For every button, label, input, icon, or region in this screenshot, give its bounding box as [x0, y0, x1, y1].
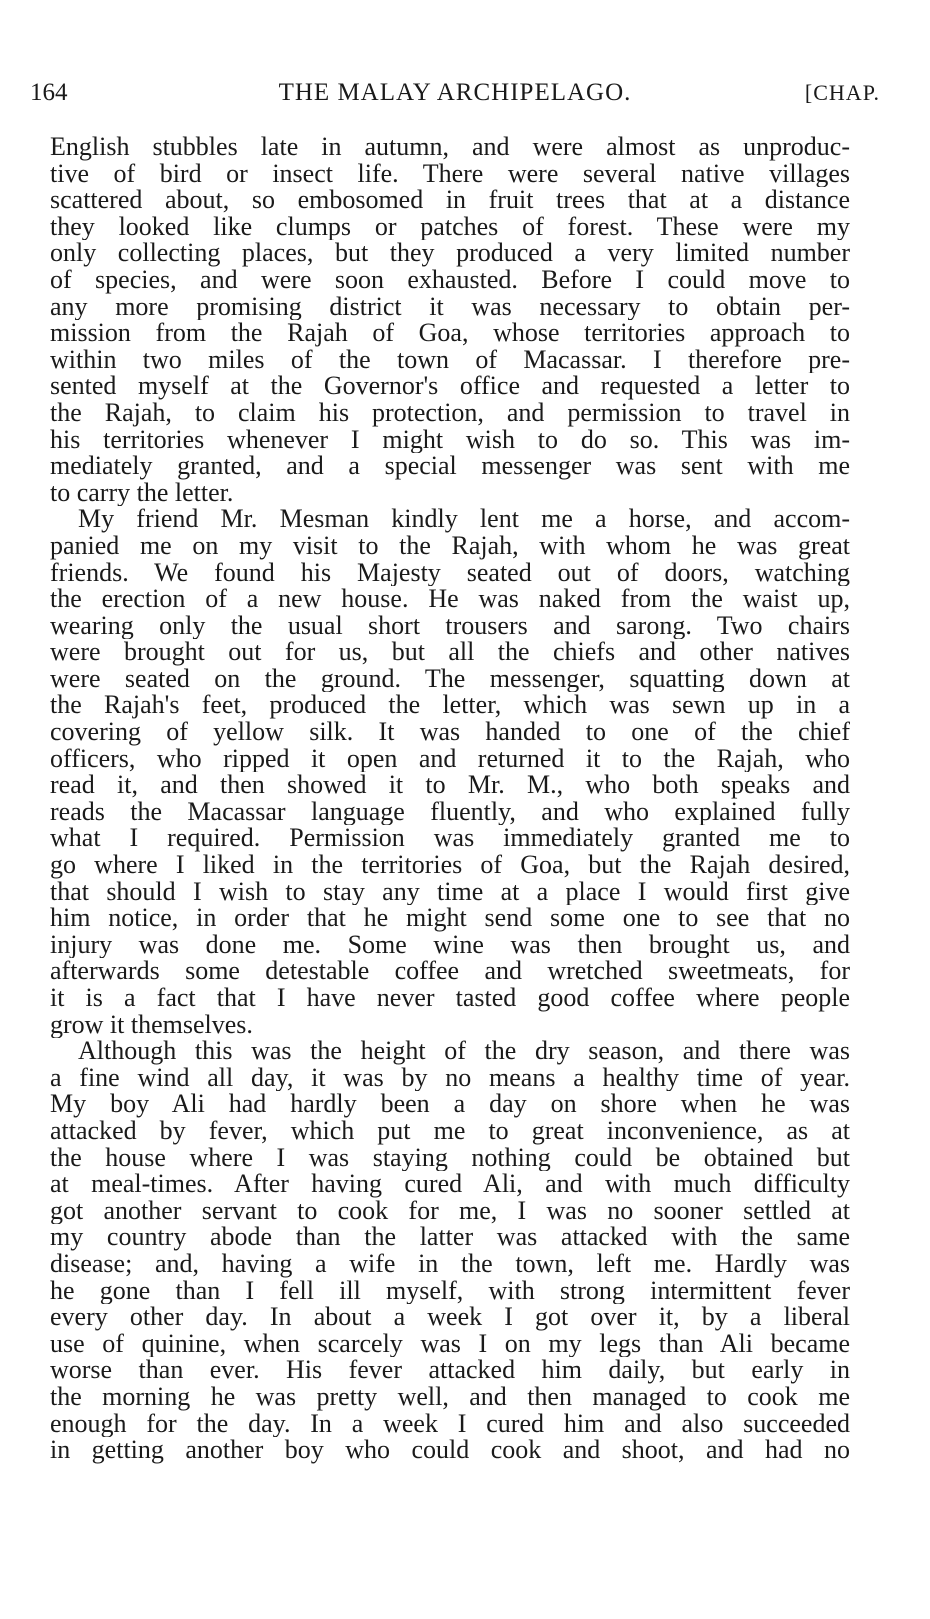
- text-line: scattered about, so embosomed in fruit trees that at a distance: [50, 187, 850, 214]
- text-line: injury was done me. Some wine was then brought us, and: [50, 931, 850, 959]
- text-line: that should I wish to stay any time at a place I would first give: [50, 878, 850, 906]
- text-line: the Rajah's feet, produced the letter, which was sewn up in a: [50, 692, 850, 720]
- text-line: the erection of a new house. He was naked from the waist up,: [50, 586, 850, 613]
- text-line: officers, who ripped it open and returned it to the Rajah, who: [50, 745, 850, 773]
- text-line: his territories whenever I might wish to do so. This was im-: [50, 426, 850, 454]
- text-line: reads the Macassar language fluently, and who explained fully: [50, 798, 850, 826]
- text-line: what I required. Permission was immediately granted me to: [50, 825, 850, 853]
- text-line: within two miles of the town of Macassar. I therefore pre-: [50, 346, 850, 374]
- text-line: afterwards some detestable coffee and wretched sweetmeats, for: [50, 958, 850, 985]
- paragraph: [50, 1038, 850, 1464]
- page-number: 164: [30, 79, 68, 106]
- running-title: THE MALAY ARCHIPELAGO.: [278, 79, 632, 106]
- text-line: mission from the Rajah of Goa, whose territories approach to: [50, 320, 850, 347]
- text-line: tive of bird or insect life. There were several native villages: [50, 160, 850, 188]
- text-line: worse than ever. His fever attacked him daily, but early in: [50, 1357, 850, 1384]
- text-line: in getting another boy who could cook and shoot, and had no: [50, 1437, 850, 1464]
- text-line: it is a fact that I have never tasted good coffee where people: [50, 985, 850, 1012]
- text-line: a fine wind all day, it was by no means a healthy time of year.: [50, 1064, 850, 1092]
- text-line: Although this was the height of the dry season, and there was: [78, 1038, 850, 1065]
- text-line: every other day. In about a week I got over it, by a liberal: [50, 1304, 850, 1331]
- paragraph: [50, 506, 850, 1038]
- text-line: he gone than I fell ill myself, with strong intermittent fever: [50, 1277, 850, 1305]
- text-line: go where I liked in the territories of Goa, but the Rajah desired,: [50, 852, 850, 879]
- text-line: disease; and, having a wife in the town, left me. Hardly was: [50, 1250, 850, 1278]
- text-line: of species, and were soon exhausted. Before I could move to: [50, 266, 850, 294]
- text-line: My friend Mr. Mesman kindly lent me a horse, and accom-: [78, 506, 850, 533]
- chapter-mark: [CHAP.: [804, 80, 880, 105]
- text-line: got another servant to cook for me, I was no sooner settled at: [50, 1197, 850, 1225]
- paragraph: [50, 134, 850, 506]
- text-line: to carry the letter.: [50, 479, 234, 507]
- text-line: the house where I was staying nothing could be obtained but: [50, 1144, 850, 1172]
- text-line: only collecting places, but they produced a very limited number: [50, 240, 850, 267]
- text-line: mediately granted, and a special messenger was sent with me: [50, 453, 850, 480]
- text-line: any more promising district it was necessary to obtain per-: [50, 293, 850, 321]
- text-line: my country abode than the latter was attacked with the same: [50, 1224, 850, 1251]
- text-line: use of quinine, when scarcely was I on my legs than Ali became: [50, 1330, 850, 1358]
- text-line: were seated on the ground. The messenger, squatting down at: [50, 665, 850, 693]
- body-text: [50, 134, 850, 1464]
- text-line: panied me on my visit to the Rajah, with whom he was great: [50, 532, 850, 560]
- text-line: wearing only the usual short trousers and sarong. Two chairs: [50, 612, 850, 640]
- text-line: at meal-times. After having cured Ali, and with much difficulty: [50, 1171, 850, 1198]
- text-line: the morning he was pretty well, and then managed to cook me: [50, 1383, 850, 1411]
- text-line: they looked like clumps or patches of forest. These were my: [50, 213, 850, 241]
- text-line: attacked by fever, which put me to great inconvenience, as at: [50, 1117, 850, 1145]
- text-line: read it, and then showed it to Mr. M., who both speaks and: [50, 772, 850, 799]
- text-line: friends. We found his Majesty seated out of doors, watching: [50, 559, 850, 587]
- text-line: My boy Ali had hardly been a day on shore when he was: [50, 1091, 850, 1118]
- text-line: covering of yellow silk. It was handed to one of the chief: [50, 719, 850, 746]
- text-line: English stubbles late in autumn, and were almost as unproduc-: [50, 134, 850, 161]
- text-line: the Rajah, to claim his protection, and permission to travel in: [50, 399, 850, 427]
- text-line: sented myself at the Governor's office and requested a letter to: [50, 373, 850, 400]
- text-line: grow it themselves.: [50, 1011, 253, 1039]
- text-line: enough for the day. In a week I cured him and also succeeded: [50, 1410, 850, 1438]
- text-line: him notice, in order that he might send some one to see that no: [50, 905, 850, 932]
- text-line: were brought out for us, but all the chiefs and other natives: [50, 639, 850, 666]
- page-header: [30, 78, 880, 108]
